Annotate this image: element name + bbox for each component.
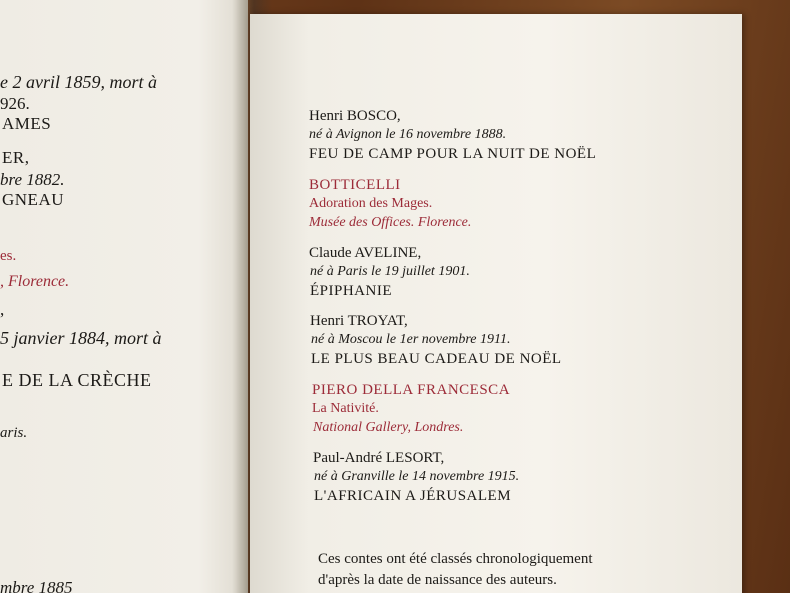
left-line: , bbox=[0, 300, 5, 319]
left-line: E DE LA CRÈCHE bbox=[2, 370, 152, 390]
left-page bbox=[0, 0, 248, 593]
footnote-line: d'après la date de naissance des auteurs. bbox=[318, 572, 557, 588]
museum-line: Musée des Offices. Florence. bbox=[309, 215, 472, 230]
author-name: Henri BOSCO, bbox=[309, 108, 401, 124]
artist-name: PIERO DELLA FRANCESCA bbox=[312, 382, 511, 398]
author-name: Claude AVELINE, bbox=[309, 245, 422, 261]
birth-line: né à Paris le 19 juillet 1901. bbox=[310, 264, 470, 279]
story-title: ÉPIPHANIE bbox=[310, 283, 392, 299]
birth-line: né à Avignon le 16 novembre 1888. bbox=[309, 127, 507, 142]
left-line: ER, bbox=[2, 148, 30, 167]
left-line: es. bbox=[0, 248, 17, 264]
right-page bbox=[250, 14, 742, 593]
left-line: 926. bbox=[0, 94, 30, 113]
artwork-title: La Nativité. bbox=[312, 401, 379, 416]
story-title: L'AFRICAIN A JÉRUSALEM bbox=[314, 488, 512, 504]
left-line: AMES bbox=[2, 114, 52, 133]
story-title: LE PLUS BEAU CADEAU DE NOËL bbox=[311, 351, 562, 367]
author-name: Paul-André LESORT, bbox=[313, 450, 445, 466]
author-name: Henri TROYAT, bbox=[310, 313, 408, 329]
artist-name: BOTTICELLI bbox=[309, 177, 401, 193]
artwork-title: Adoration des Mages. bbox=[309, 196, 433, 211]
footnote-line: Ces contes ont été classés chronologiquement bbox=[318, 551, 593, 567]
left-line: , Florence. bbox=[0, 273, 70, 290]
left-line: GNEAU bbox=[2, 190, 64, 209]
left-line: bre 1882. bbox=[0, 170, 65, 189]
left-line: aris. bbox=[0, 425, 28, 441]
museum-line: National Gallery, Londres. bbox=[313, 420, 464, 435]
left-line: 5 janvier 1884, mort à bbox=[0, 328, 162, 348]
birth-line: né à Moscou le 1er novembre 1911. bbox=[311, 332, 511, 347]
birth-line: né à Granville le 14 novembre 1915. bbox=[314, 469, 520, 484]
left-line: e 2 avril 1859, mort à bbox=[0, 72, 157, 92]
story-title: FEU DE CAMP POUR LA NUIT DE NOËL bbox=[309, 146, 597, 162]
left-line: mbre 1885 bbox=[0, 578, 73, 593]
